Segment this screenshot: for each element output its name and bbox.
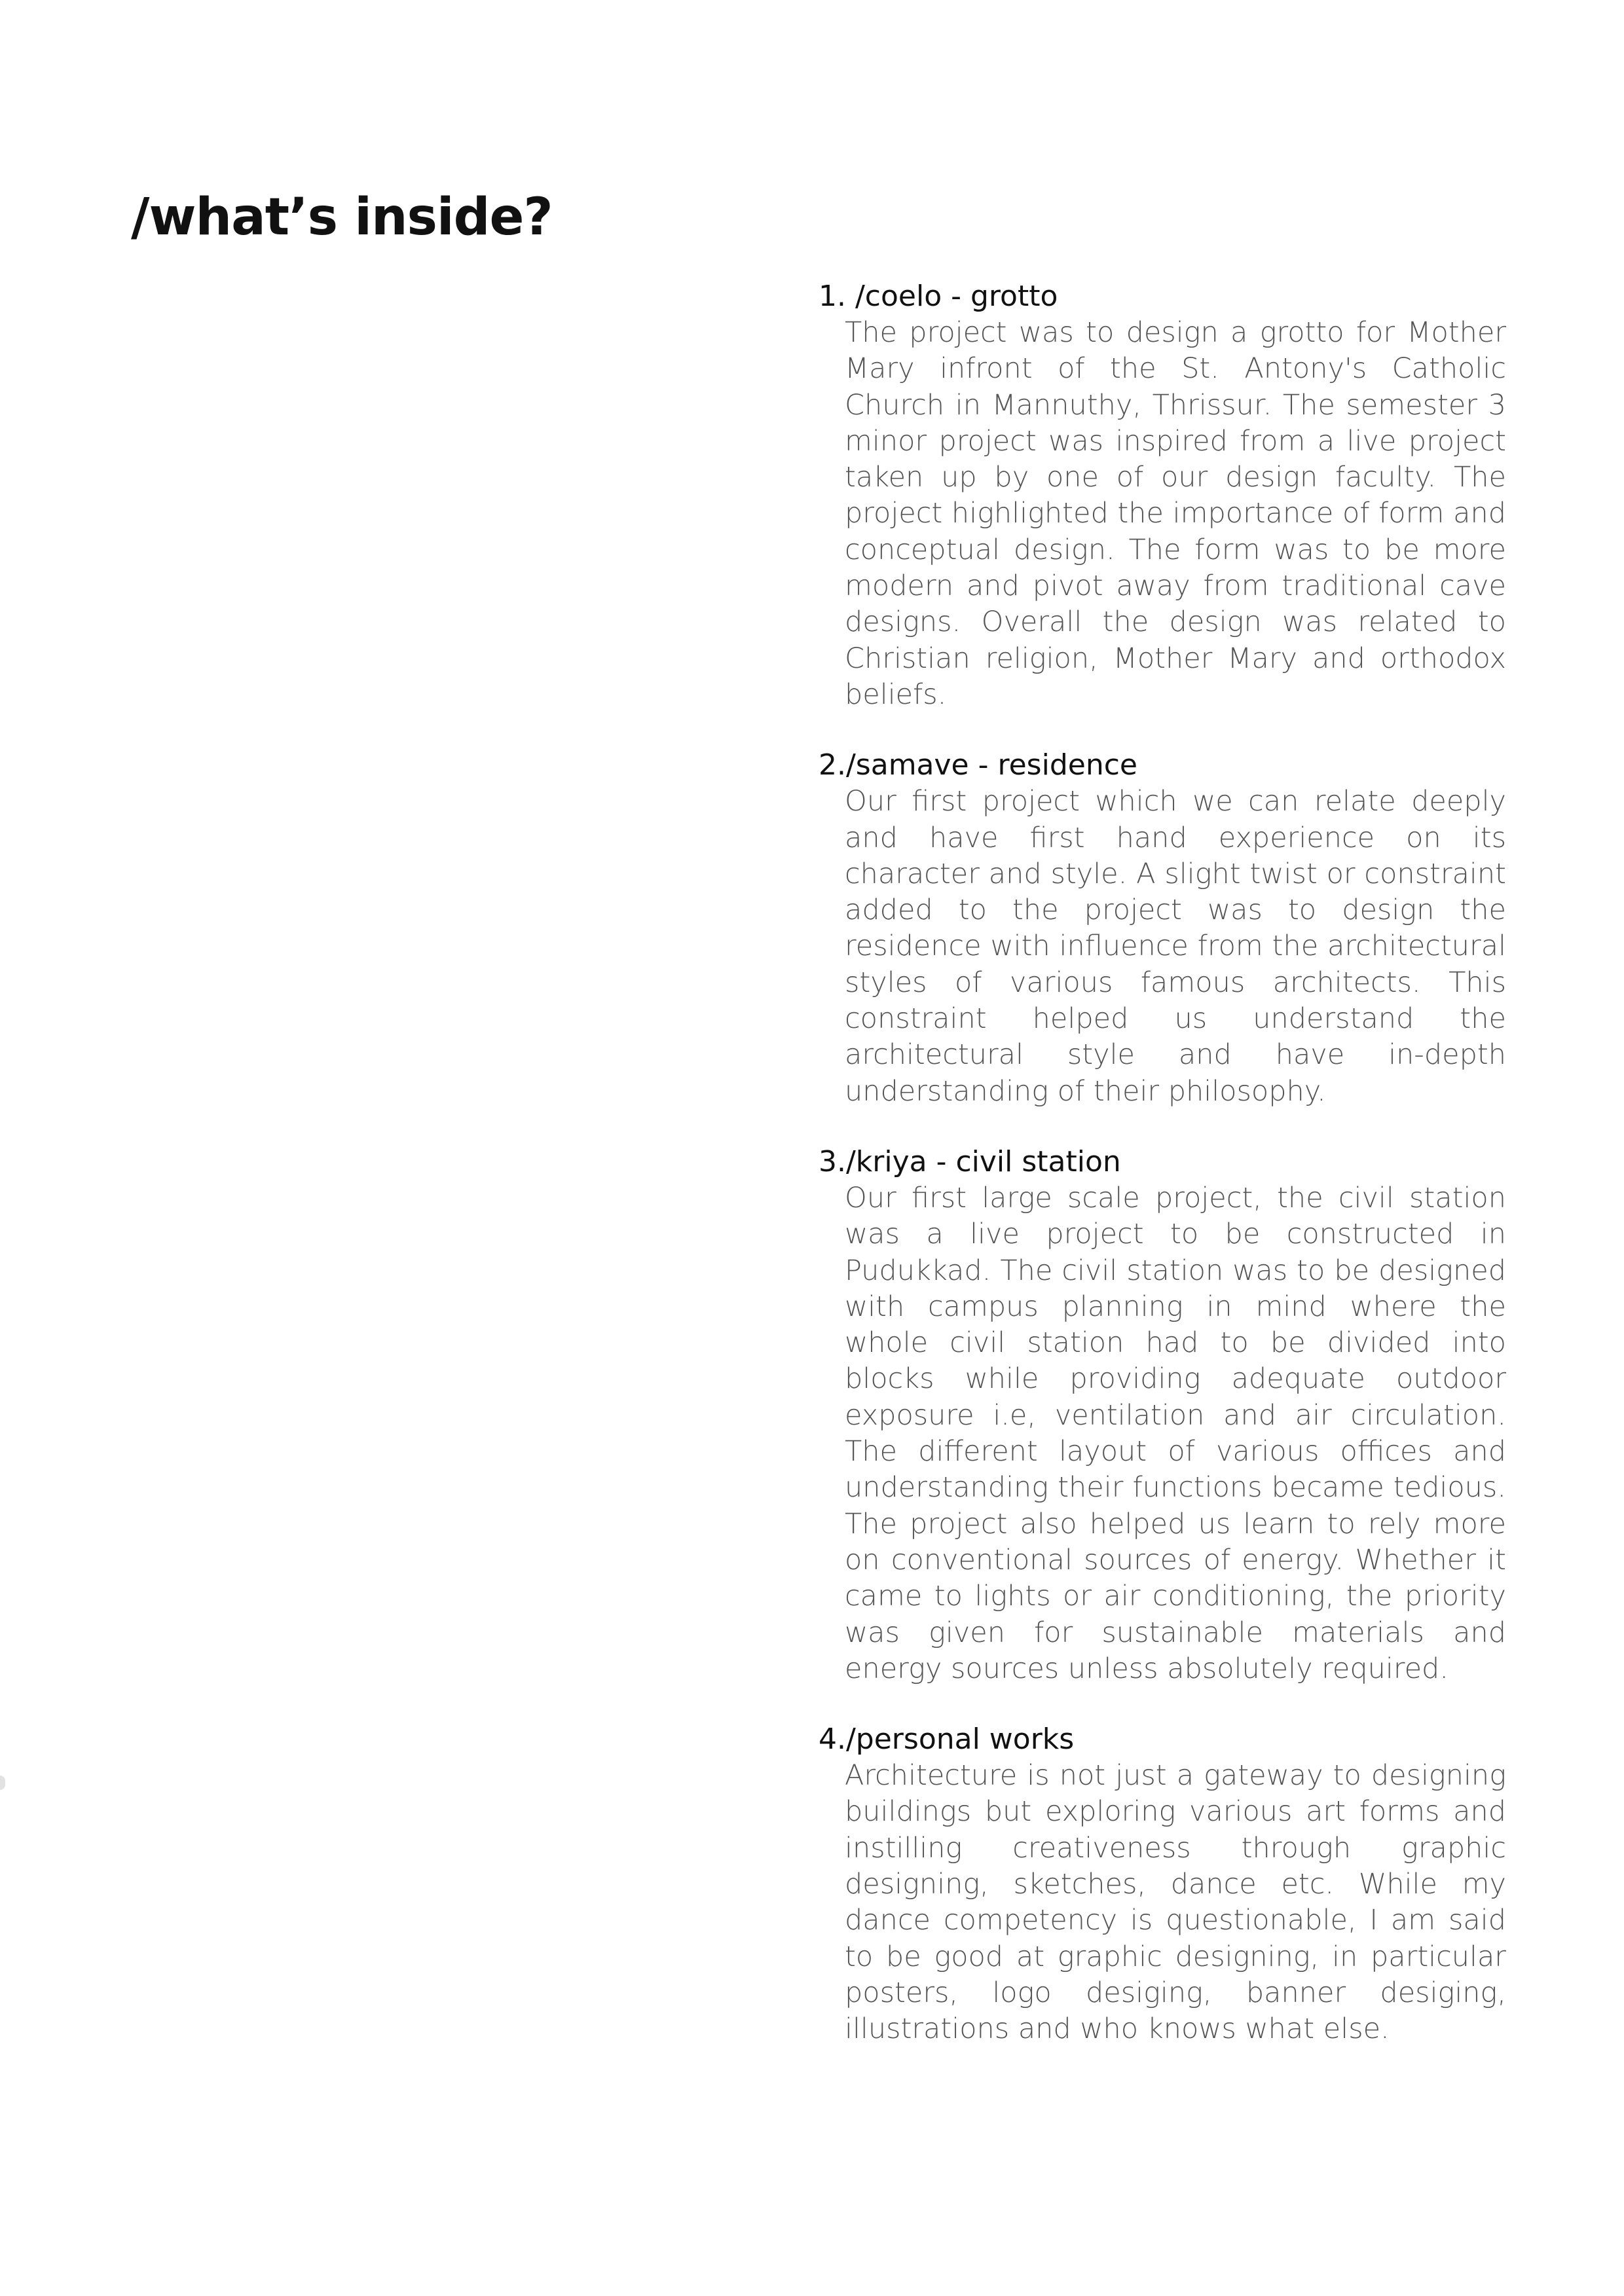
section-description: Our first large scale project, the civil station was a live project to be constructed in Pudukkad. The civil station was to be designed with campus planning in mind where the whole civil station had to be divided into blocks while providing adequate outdoor exposure i.e, ventilation and air circulation. The different layout of various offices and understanding their functions became tedious. The project also helped us learn to rely more on conventional sources of energy. Whether it came to lights or air conditioning, the priority was given for sustainable materials and energy sources unless absolutely required. bbox=[845, 1181, 1506, 1685]
section-heading: 4./personal works bbox=[819, 1722, 1075, 1757]
page-title: /what’s inside? bbox=[131, 188, 553, 247]
section-description: Our first project which we can relate deeply and have first hand experience on its character and style. A slight twist or constraint added to the project was to design the residence with influence from the architectural styles of various famous architects. This constraint helped us understand the architectural style and have in-depth understanding of their philosophy. bbox=[845, 785, 1506, 1108]
contents-list bbox=[819, 278, 1506, 2081]
section-kriya-civil-station bbox=[819, 1144, 1506, 1687]
section-heading: 2./samave - residence bbox=[819, 748, 1137, 782]
section-personal-works bbox=[819, 1721, 1506, 2047]
section-heading: 1. /coelo - grotto bbox=[819, 280, 1058, 313]
section-samave-residence bbox=[819, 747, 1506, 1110]
page-edge-mark bbox=[0, 1776, 5, 1790]
section-description: The project was to design a grotto for Mother Mary infront of the St. Antony's Catholic Church in Mannuthy, Thrissur. The semester 3 minor project was inspired from a live project taken up by one of our design faculty. The project highlighted the importance of form and conceptual design. The form was to be more modern and pivot away from traditional cave designs. Overall the design was related to Christian religion, Mother Mary and orthodox beliefs. bbox=[845, 316, 1506, 711]
section-description: Architecture is not just a gateway to designing buildings but exploring various art forms and instilling creativeness through graphic designing, sketches, dance etc. While my dance competency is questionable, I am said to be good at graphic designing, in particular posters, logo desiging, banner desiging, illustrations and who knows what else. bbox=[845, 1759, 1506, 2046]
section-coelo-grotto bbox=[819, 278, 1506, 713]
section-heading: 3./kriya - civil station bbox=[819, 1144, 1121, 1178]
